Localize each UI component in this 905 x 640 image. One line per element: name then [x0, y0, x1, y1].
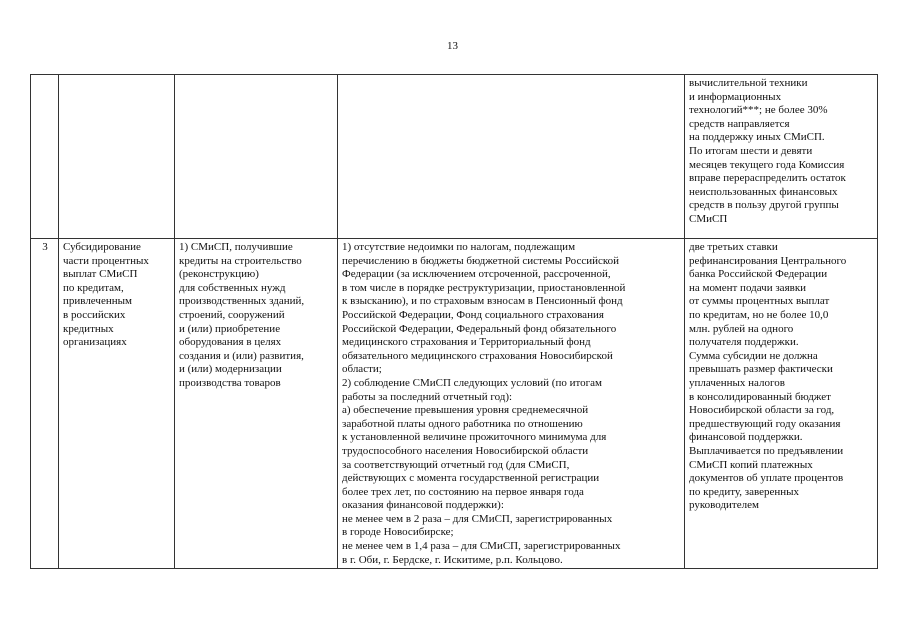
cell-text-line: Выплачивается по предъявлении: [689, 444, 844, 457]
cell-text-line: Федерации (за исключением отсроченной, рассроченной,: [342, 268, 611, 281]
cell-text-line: в г. Оби, г. Бердске, г. Искитиме, р.п. Кольцово.: [342, 553, 563, 566]
cell-text-line: средств в пользу другой группы: [689, 199, 839, 212]
cell-text-line: трудоспособного населения Новосибирской области: [342, 444, 589, 457]
cell-measure: [59, 239, 175, 569]
cell-text-line: Субсидирование: [63, 241, 141, 253]
cell-text-line: финансовой поддержки.: [689, 431, 803, 444]
cell-text-line: в российских: [63, 308, 126, 321]
cell-text-line: по кредитам, но не более 10,0: [689, 308, 829, 321]
page-number: 13: [447, 40, 458, 52]
cell-text-line: превышать размер фактически: [689, 363, 833, 376]
cell-text-line: технологий***; не более 30%: [689, 104, 828, 117]
cell-text-line: оказания финансовой поддержки):: [342, 499, 504, 512]
cell-text-line: в консолидированный бюджет: [689, 390, 831, 403]
table-row-3: [31, 239, 878, 569]
cell-text-line: по кредиту, заверенных: [689, 485, 800, 498]
cell-text-line: а) обеспечение превышения уровня среднемесячной: [342, 404, 589, 417]
cell-text-line: на момент подачи заявки: [689, 281, 807, 294]
cell-text-line: 1) СМиСП, получившие: [179, 241, 293, 253]
cell-text-line: средств направляется: [689, 117, 790, 130]
cell-text-line: млн. рублей на одного: [689, 322, 794, 335]
cell-text-line: заработной платы одного работника по отношению: [342, 417, 583, 430]
cell-text-line: обязательного медицинского страхования Новосибирской: [342, 349, 613, 362]
cell-number: 3: [31, 239, 59, 569]
cell-text-line: медицинского страхования и Территориальный фонд: [342, 336, 591, 349]
cell-text-line: банка Российской Федерации: [689, 268, 828, 281]
cell-text-line: и информационных: [689, 90, 782, 103]
cell-text-line: по кредитам,: [63, 281, 124, 294]
cell-text-line: работы за последний отчетный год):: [342, 390, 513, 403]
cell-text-line: кредитных: [63, 322, 114, 335]
cell-text-line: привлеченным: [63, 295, 132, 308]
cell-text-line: месяцев текущего года Комиссия: [689, 158, 845, 171]
cell-amount: [685, 239, 878, 569]
cell-text-line: строений, сооружений: [179, 308, 285, 321]
cell-text-line: части процентных: [63, 254, 149, 267]
cell-text-line: и (или) модернизации: [179, 363, 282, 376]
cell-text-line: две третьих ставки: [689, 241, 778, 253]
cell-text-line: за соответствующий отчетный год (для СМиСП,: [342, 458, 570, 471]
cell-text-line: 2) соблюдение СМиСП следующих условий (по итогам: [342, 376, 603, 389]
cell-text-line: на поддержку иных СМиСП.: [689, 131, 825, 144]
table-row-continuation: [31, 75, 878, 239]
cell-text-line: СМиСП: [689, 212, 728, 225]
cell-text-line: в городе Новосибирске;: [342, 526, 454, 539]
cell-text-line: не менее чем в 2 раза – для СМиСП, зарегистрированных: [342, 512, 613, 525]
cell-text-line: более трех лет, по состоянию на первое января года: [342, 485, 584, 498]
cell-text-line: руководителем: [689, 499, 759, 512]
cell-text-line: к установленной величине прожиточного минимума для: [342, 431, 607, 444]
cell-text-line: действующих с момента государственной регистрации: [342, 472, 600, 485]
cell-text-line: Российской Федерации, Федеральный фонд обязательного: [342, 322, 617, 335]
cell-text-line: вычислительной техники: [689, 77, 808, 89]
cell-recipients: [175, 75, 338, 239]
cell-text-line: получателя поддержки.: [689, 336, 799, 349]
cell-amount: [685, 75, 878, 239]
cell-text-line: Российской Федерации, Фонд социального страхования: [342, 308, 604, 321]
cell-text-line: 1) отсутствие недоимки по налогам, подлежащим: [342, 241, 576, 253]
support-measures-table: [30, 74, 878, 569]
cell-text-line: По итогам шести и девяти: [689, 144, 813, 157]
cell-text-line: предшествующий году оказания: [689, 417, 841, 430]
cell-number: [31, 75, 59, 239]
cell-text-line: оборудования в целях: [179, 336, 282, 349]
cell-text-line: и (или) приобретение: [179, 322, 281, 335]
cell-text-line: для собственных нужд: [179, 281, 286, 294]
cell-text-line: неиспользованных финансовых: [689, 185, 838, 198]
cell-conditions: [338, 75, 685, 239]
cell-text-line: области;: [342, 363, 382, 376]
cell-text-line: не менее чем в 1,4 раза – для СМиСП, зарегистрированных: [342, 540, 621, 553]
cell-text-line: документов об уплате процентов: [689, 472, 844, 485]
cell-text-line: (реконструкцию): [179, 268, 259, 281]
cell-text-line: производства товаров: [179, 376, 281, 389]
cell-text-line: организациях: [63, 336, 127, 349]
cell-text-line: СМиСП копий платежных: [689, 458, 813, 471]
cell-text-line: в том числе в порядке реструктуризации, приостановленной: [342, 281, 626, 294]
cell-text-line: к взысканию), и по страховым взносам в Пенсионный фонд: [342, 295, 623, 308]
cell-text-line: перечислению в бюджеты бюджетной системы Российской: [342, 254, 620, 267]
cell-text-line: от суммы процентных выплат: [689, 295, 830, 308]
cell-text-line: вправе перераспределить остаток: [689, 172, 846, 185]
cell-text-line: создания и (или) развития,: [179, 349, 304, 362]
cell-text-line: уплаченных налогов: [689, 376, 785, 389]
cell-text-line: производственных зданий,: [179, 295, 305, 308]
cell-text-line: Новосибирской области за год,: [689, 404, 835, 417]
cell-text-line: Сумма субсидии не должна: [689, 349, 818, 362]
cell-text-line: кредиты на строительство: [179, 254, 302, 267]
cell-measure: [59, 75, 175, 239]
cell-text-line: выплат СМиСП: [63, 268, 138, 281]
cell-recipients: [175, 239, 338, 569]
cell-conditions: [338, 239, 685, 569]
cell-text-line: рефинансирования Центрального: [689, 254, 847, 267]
